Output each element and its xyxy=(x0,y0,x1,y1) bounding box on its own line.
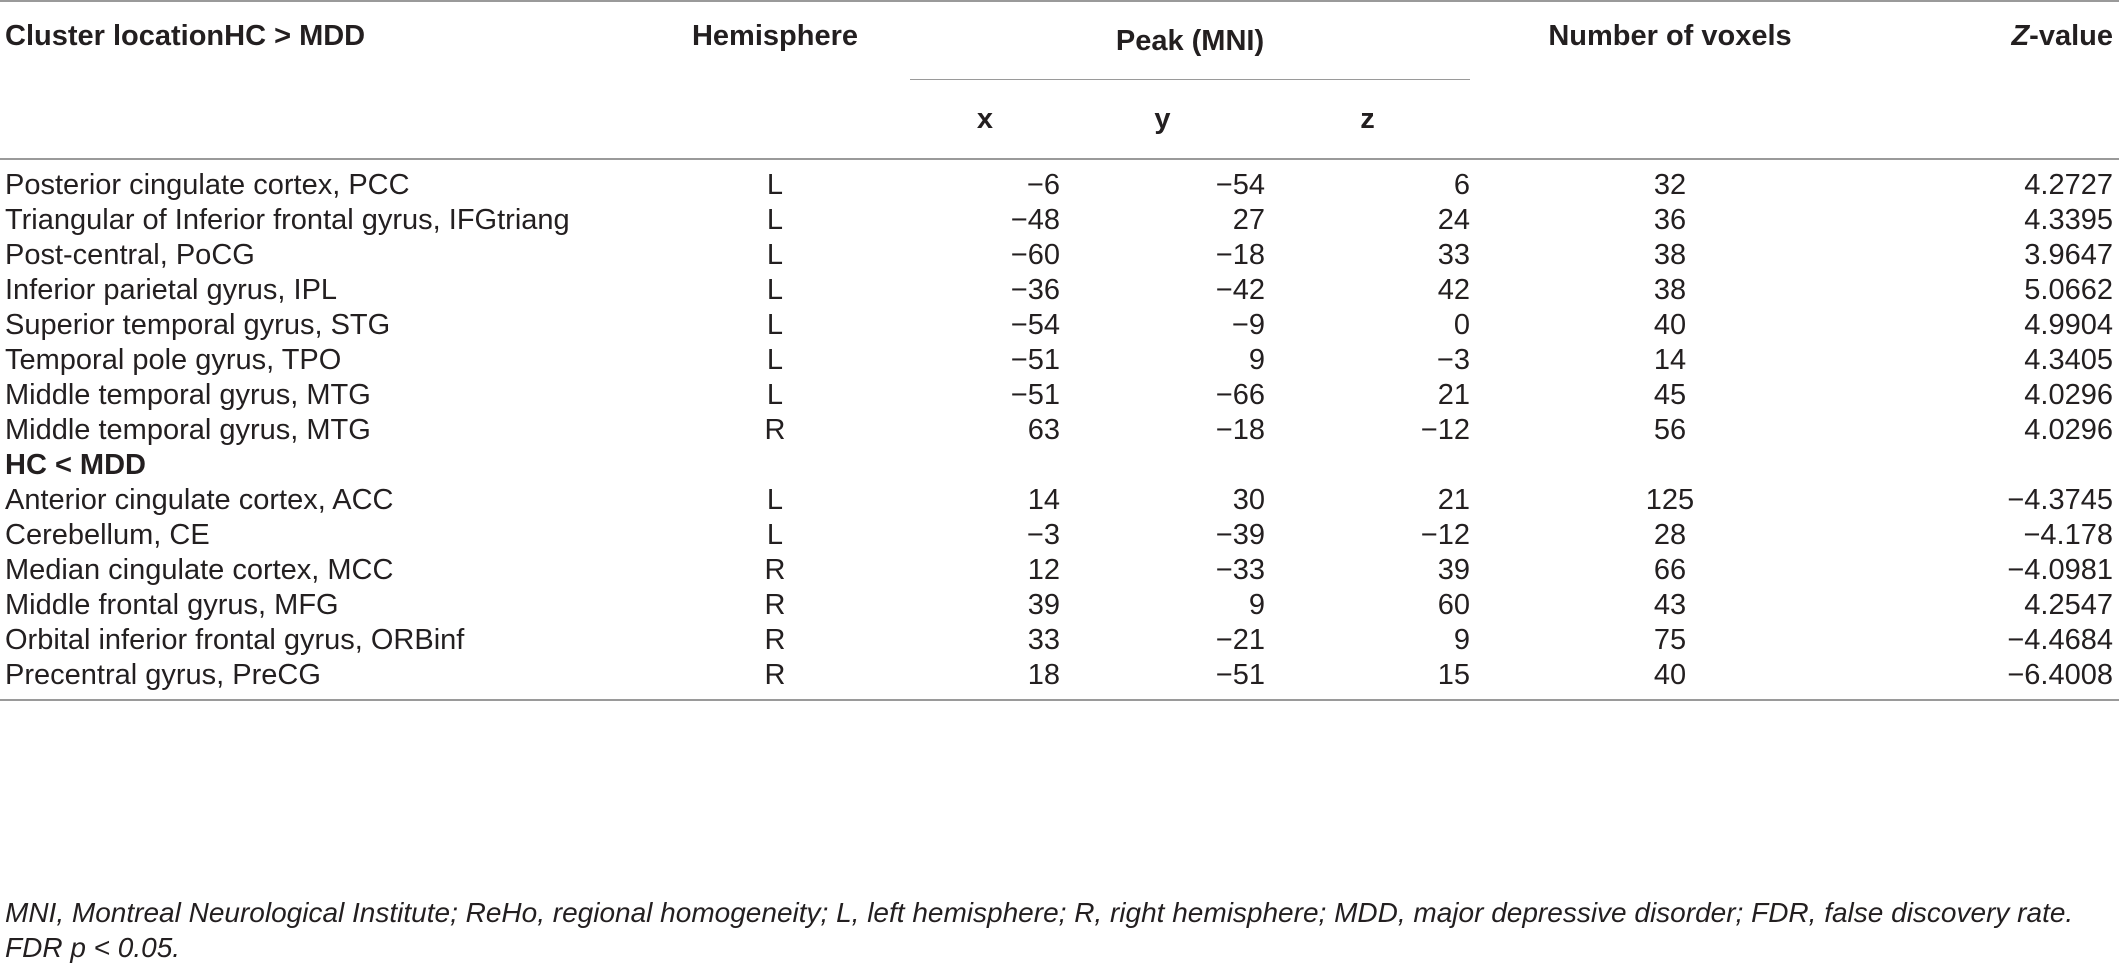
cell-hemisphere: L xyxy=(766,274,784,306)
cell-x: 18 xyxy=(910,658,1060,700)
table-row xyxy=(0,203,2119,238)
cell-location: Middle temporal gyrus, MTG xyxy=(5,379,371,411)
cell-hemisphere: R xyxy=(764,414,786,446)
table-row xyxy=(0,413,2119,448)
cell-x: −6 xyxy=(1026,169,1060,201)
cell-zvalue: −6.4008 xyxy=(1870,658,2119,700)
section-label: HC < MDD xyxy=(5,449,146,481)
cell-location: Triangular of Inferior frontal gyrus, IFGtriang xyxy=(5,204,570,236)
cell-x: −3 xyxy=(1026,519,1060,551)
header-peak-label: Peak (MNI) xyxy=(1115,24,1265,57)
cell-y: 30 xyxy=(1232,484,1265,516)
cell-location: Superior temporal gyrus, STG xyxy=(5,309,391,341)
cell-hemisphere: R xyxy=(640,658,910,700)
cell-voxels: 38 xyxy=(1653,274,1687,306)
cell-zvalue: 5.0662 xyxy=(2024,274,2113,306)
cell-x: 63 xyxy=(1027,414,1060,446)
cell-hemisphere: L xyxy=(766,379,784,411)
cell-z: 6 xyxy=(1453,169,1470,201)
cell-y: −42 xyxy=(1215,274,1265,306)
cell-voxels: 43 xyxy=(1653,589,1687,621)
cell-zvalue: −4.3745 xyxy=(2007,484,2113,516)
cell-hemisphere: R xyxy=(764,589,786,621)
cell-zvalue: 4.0296 xyxy=(2024,414,2113,446)
cell-z: 21 xyxy=(1437,379,1470,411)
cell-location: Median cingulate cortex, MCC xyxy=(5,554,394,586)
cell-location: Middle temporal gyrus, MTG xyxy=(5,414,371,446)
table-row xyxy=(0,518,2119,553)
header-zvalue xyxy=(1870,1,2119,159)
table-row xyxy=(0,238,2119,273)
cell-hemisphere: L xyxy=(766,309,784,341)
header-hemisphere: Hemisphere xyxy=(640,1,910,159)
cell-voxels: 45 xyxy=(1653,379,1687,411)
cell-voxels: 40 xyxy=(1653,309,1687,341)
table-header xyxy=(0,1,2119,159)
table-body xyxy=(0,159,2119,700)
cell-zvalue: 4.2727 xyxy=(2024,169,2113,201)
cell-y: −18 xyxy=(1215,414,1265,446)
cell-voxels: 38 xyxy=(1653,239,1687,271)
cell-voxels: 56 xyxy=(1653,414,1687,446)
cell-zvalue: −4.178 xyxy=(2023,519,2113,551)
cell-voxels: 28 xyxy=(1653,519,1687,551)
header-zvalue-rest: -value xyxy=(2029,20,2113,52)
cell-zvalue: 4.3405 xyxy=(2024,344,2113,376)
cell-x: 39 xyxy=(1027,589,1060,621)
footnote-line-1: MNI, Montreal Neurological Institute; ReHo, regional homogeneity; L, left hemisphere; R, right hemisphere; MDD, major depressive disorder; FDR, false discovery rate. xyxy=(5,897,2074,928)
cell-y: −51 xyxy=(1060,658,1265,700)
cell-x: −60 xyxy=(1010,239,1060,271)
cell-zvalue: 4.2547 xyxy=(2024,589,2113,621)
cell-zvalue: 4.3395 xyxy=(2024,204,2113,236)
cell-zvalue: 3.9647 xyxy=(2024,239,2113,271)
footnote-line-2: FDR p < 0.05. xyxy=(5,932,181,963)
cell-z: −12 xyxy=(1420,414,1470,446)
cell-location: Precentral gyrus, PreCG xyxy=(0,658,640,700)
cell-hemisphere: R xyxy=(764,554,786,586)
cell-x: 14 xyxy=(1027,484,1060,516)
peak-divider xyxy=(910,79,1470,80)
cell-voxels: 66 xyxy=(1653,554,1687,586)
cell-y: −33 xyxy=(1215,554,1265,586)
header-voxels: Number of voxels xyxy=(1470,1,1870,159)
table-row xyxy=(0,378,2119,413)
cell-y: 9 xyxy=(1248,589,1265,621)
cell-location: Temporal pole gyrus, TPO xyxy=(5,344,342,376)
table-row xyxy=(0,588,2119,623)
cell-zvalue: −4.4684 xyxy=(2007,624,2113,656)
cell-z: 39 xyxy=(1437,554,1470,586)
cell-z: 9 xyxy=(1453,624,1470,656)
cell-z: 60 xyxy=(1437,589,1470,621)
cell-x: −51 xyxy=(1010,379,1060,411)
cell-y: −54 xyxy=(1215,169,1265,201)
cell-x: −51 xyxy=(1010,344,1060,376)
table-row xyxy=(0,343,2119,378)
cell-voxels: 75 xyxy=(1653,624,1687,656)
table-row xyxy=(0,553,2119,588)
cell-z: 21 xyxy=(1437,484,1470,516)
cell-z: 33 xyxy=(1437,239,1470,271)
cell-voxels: 40 xyxy=(1470,658,1870,700)
cell-x: 33 xyxy=(1027,624,1060,656)
table-row xyxy=(0,308,2119,343)
cell-zvalue: 4.0296 xyxy=(2024,379,2113,411)
header-zvalue-italic: Z xyxy=(2011,20,2030,52)
header-cluster-location: Cluster locationHC > MDD xyxy=(0,1,640,159)
cell-hemisphere: L xyxy=(766,519,784,551)
header-y: y xyxy=(1060,80,1265,159)
cell-hemisphere: L xyxy=(766,169,784,201)
cell-y: 27 xyxy=(1232,204,1265,236)
table-row xyxy=(0,658,2119,700)
cell-y: 9 xyxy=(1248,344,1265,376)
cell-x: −54 xyxy=(1010,309,1060,341)
cell-y: −66 xyxy=(1215,379,1265,411)
cell-voxels: 125 xyxy=(1645,484,1695,516)
cell-x: −36 xyxy=(1010,274,1060,306)
cell-zvalue: 4.9904 xyxy=(2024,309,2113,341)
cell-z: 15 xyxy=(1265,658,1470,700)
cell-hemisphere: L xyxy=(766,239,784,271)
cell-hemisphere: L xyxy=(766,344,784,376)
cell-voxels: 32 xyxy=(1653,169,1687,201)
cell-y: −21 xyxy=(1215,624,1265,656)
table-row xyxy=(0,623,2119,658)
cell-z: −3 xyxy=(1436,344,1470,376)
cell-y: −9 xyxy=(1231,309,1265,341)
cell-z: −12 xyxy=(1420,519,1470,551)
cell-y: −39 xyxy=(1215,519,1265,551)
table-footnote xyxy=(5,895,2105,965)
section-row-hc-lt-mdd xyxy=(0,448,2119,483)
cell-location: Inferior parietal gyrus, IPL xyxy=(5,274,338,306)
cell-location: Orbital inferior frontal gyrus, ORBinf xyxy=(5,624,465,656)
cell-voxels: 14 xyxy=(1653,344,1687,376)
cell-location: Cerebellum, CE xyxy=(5,519,210,551)
cell-voxels: 36 xyxy=(1653,204,1687,236)
table-row xyxy=(0,483,2119,518)
cell-location: Posterior cingulate cortex, PCC xyxy=(5,169,410,201)
cell-location: Post-central, PoCG xyxy=(5,239,255,271)
header-z: z xyxy=(1265,80,1470,159)
cell-zvalue: −4.0981 xyxy=(2007,554,2113,586)
cell-hemisphere: R xyxy=(764,624,786,656)
header-peak xyxy=(910,1,1470,80)
cell-z: 24 xyxy=(1437,204,1470,236)
table-row xyxy=(0,273,2119,308)
cell-hemisphere: L xyxy=(766,204,784,236)
cell-hemisphere: L xyxy=(766,484,784,516)
cell-z: 42 xyxy=(1437,274,1470,306)
cell-z: 0 xyxy=(1453,309,1470,341)
cell-x: −48 xyxy=(1010,204,1060,236)
cell-location: Middle frontal gyrus, MFG xyxy=(5,589,339,621)
cell-x: 12 xyxy=(1027,554,1060,586)
cell-location: Anterior cingulate cortex, ACC xyxy=(5,484,394,516)
table-row xyxy=(0,159,2119,203)
cell-y: −18 xyxy=(1215,239,1265,271)
header-x: x xyxy=(910,80,1060,159)
